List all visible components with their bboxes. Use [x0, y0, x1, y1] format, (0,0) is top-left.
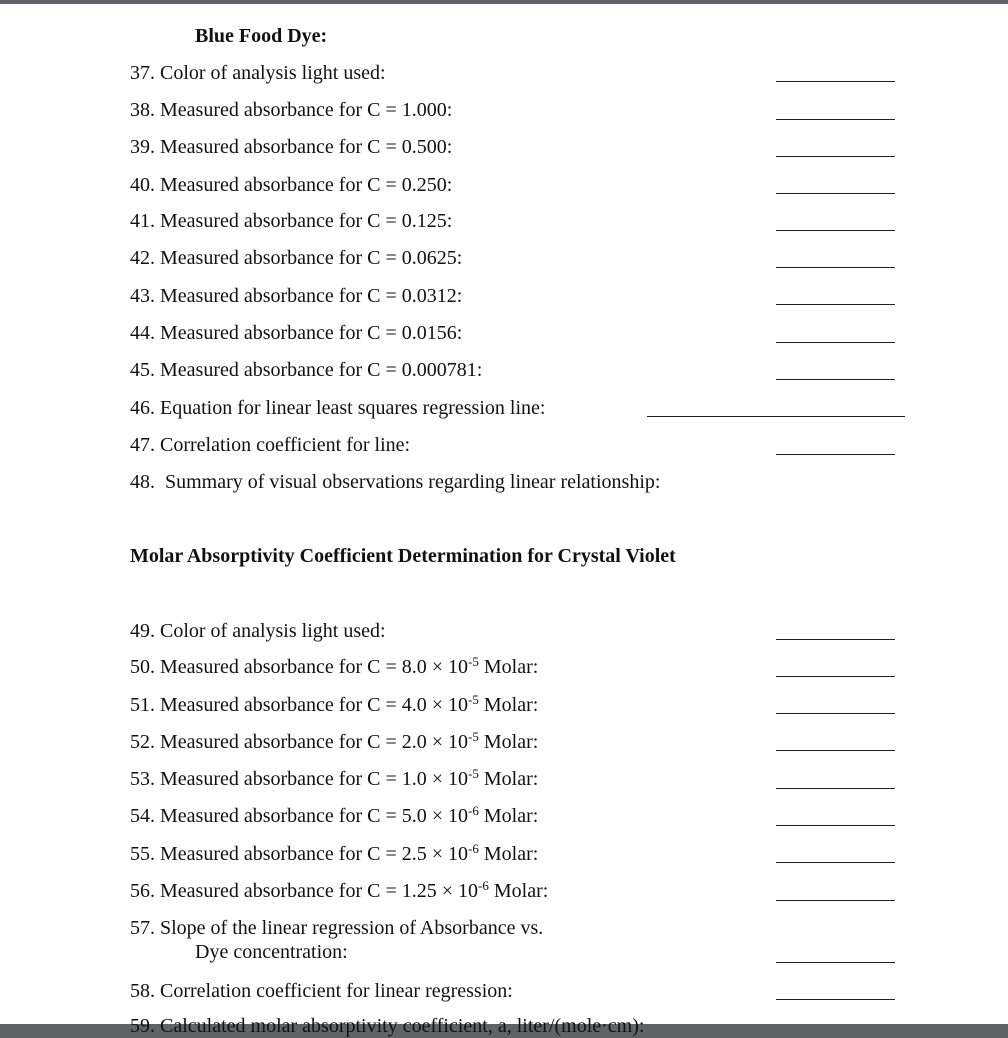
answer-blank-45[interactable] [776, 379, 895, 380]
worksheet-page [0, 4, 1008, 1037]
answer-blank-51[interactable] [776, 713, 895, 714]
question-number: 40. [130, 174, 155, 196]
question-text: Measured absorbance for $C = 1.25 \times 10^{-6}$ Molar: [160, 878, 549, 902]
exponent: -5 [468, 766, 479, 781]
question-number: 56. [130, 880, 155, 902]
question-50 [130, 655, 538, 679]
answer-blank-56[interactable] [776, 900, 895, 901]
answer-blank-55[interactable] [776, 862, 895, 863]
question-text: Correlation coefficient for line: [160, 434, 411, 456]
question-text: Equation for linear least squares regression line: [160, 397, 546, 419]
question-text: Measured absorbance for $C = 5.0 \times 10^{-6}$ Molar: [160, 803, 539, 827]
exponent: -6 [468, 841, 479, 856]
question-text-continued: Dye concentration: [195, 941, 348, 963]
exponent: -6 [468, 803, 479, 818]
question-text: Measured absorbance for $C = 2.5 \times 10^{-6}$ Molar: [160, 841, 539, 865]
answer-blank-58[interactable] [776, 999, 895, 1000]
question-number: 46. [130, 397, 155, 419]
answer-blank-38[interactable] [776, 119, 895, 120]
question-text: Measured absorbance for C = 0.250: [160, 174, 453, 196]
exponent: -5 [468, 729, 479, 744]
question-text: Measured absorbance for C = 0.000781: [160, 359, 483, 381]
question-42 [130, 246, 462, 270]
question-number: 51. [130, 694, 155, 716]
question-number: 58. [130, 980, 155, 1002]
answer-blank-41[interactable] [776, 230, 895, 231]
question-text: Measured absorbance for C = 0.500: [160, 136, 453, 158]
question-text: Measured absorbance for C = 0.0312: [160, 285, 463, 307]
exponent: -5 [468, 654, 479, 669]
question-59 [130, 1014, 644, 1038]
question-number: 41. [130, 210, 155, 232]
question-text: Measured absorbance for C = 0.125: [160, 210, 453, 232]
answer-blank-40[interactable] [776, 193, 895, 194]
question-text: Correlation coefficient for linear regression: [160, 980, 513, 1002]
question-text: Color of analysis light used: [160, 620, 386, 642]
question-55 [130, 842, 538, 866]
question-number: 42. [130, 247, 155, 269]
question-41 [130, 209, 452, 233]
question-49 [130, 619, 386, 643]
question-number: 47. [130, 434, 155, 456]
answer-blank-52[interactable] [776, 750, 895, 751]
question-text: Slope of the linear regression of Absorbance vs. [160, 917, 544, 939]
question-text: Measured absorbance for $C = 1.0 \times 10^{-5}$ Molar: [160, 766, 539, 790]
answer-blank-42[interactable] [776, 267, 895, 268]
answer-blank-37[interactable] [776, 81, 895, 82]
question-text: Measured absorbance for $C = 4.0 \times 10^{-5}$ Molar: [160, 692, 539, 716]
question-number: 59. [130, 1015, 155, 1037]
answer-blank-46[interactable] [647, 416, 905, 417]
question-number: 39. [130, 136, 155, 158]
question-58 [130, 979, 513, 1003]
question-number: 53. [130, 768, 155, 790]
question-text: Summary of visual observations regarding linear relationship: [160, 471, 661, 493]
question-number: 37. [130, 62, 155, 84]
answer-blank-39[interactable] [776, 156, 895, 157]
question-46 [130, 396, 545, 420]
question-45 [130, 358, 482, 382]
question-text: Measured absorbance for C = 1.000: [160, 99, 453, 121]
exponent: -5 [468, 692, 479, 707]
question-57 [130, 916, 543, 964]
question-text: Measured absorbance for $C = 2.0 \times 10^{-5}$ Molar: [160, 729, 539, 753]
question-56 [130, 879, 548, 903]
question-text: Calculated molar absorptivity coefficient, a, liter/(mole·cm): [160, 1015, 645, 1037]
question-37 [130, 61, 386, 85]
answer-blank-53[interactable] [776, 788, 895, 789]
question-38 [130, 98, 452, 122]
question-number: 44. [130, 322, 155, 344]
question-number: 49. [130, 620, 155, 642]
answer-blank-57[interactable] [776, 962, 895, 963]
answer-blank-54[interactable] [776, 825, 895, 826]
question-44 [130, 321, 462, 345]
question-text: Color of analysis light used: [160, 62, 386, 84]
answer-blank-49[interactable] [776, 639, 895, 640]
exponent: -6 [478, 878, 489, 893]
question-number: 38. [130, 99, 155, 121]
question-53 [130, 767, 538, 791]
question-48 [130, 470, 660, 494]
question-text: Measured absorbance for C = 0.0625: [160, 247, 463, 269]
question-40 [130, 173, 452, 197]
question-number: 45. [130, 359, 155, 381]
question-number: 43. [130, 285, 155, 307]
question-text: Measured absorbance for C = 0.0156: [160, 322, 463, 344]
answer-blank-47[interactable] [776, 454, 895, 455]
question-54 [130, 804, 538, 828]
answer-blank-44[interactable] [776, 342, 895, 343]
question-52 [130, 730, 538, 754]
question-43 [130, 284, 462, 308]
question-number: 50. [130, 656, 155, 678]
question-47 [130, 433, 410, 457]
answer-blank-43[interactable] [776, 304, 895, 305]
question-number: 48. [130, 471, 155, 493]
question-number: 55. [130, 843, 155, 865]
question-text: Measured absorbance for $C = 8.0 \times 10^{-5}$ Molar: [160, 654, 539, 678]
question-number: 57. [130, 917, 155, 939]
question-number: 52. [130, 731, 155, 753]
section-heading-blue-food-dye: Blue Food Dye: [195, 25, 328, 47]
question-39 [130, 135, 452, 159]
section-heading-crystal-violet: Molar Absorptivity Coefficient Determination for Crystal Violet [130, 545, 676, 567]
answer-blank-50[interactable] [776, 676, 895, 677]
question-51 [130, 693, 538, 717]
question-number: 54. [130, 805, 155, 827]
